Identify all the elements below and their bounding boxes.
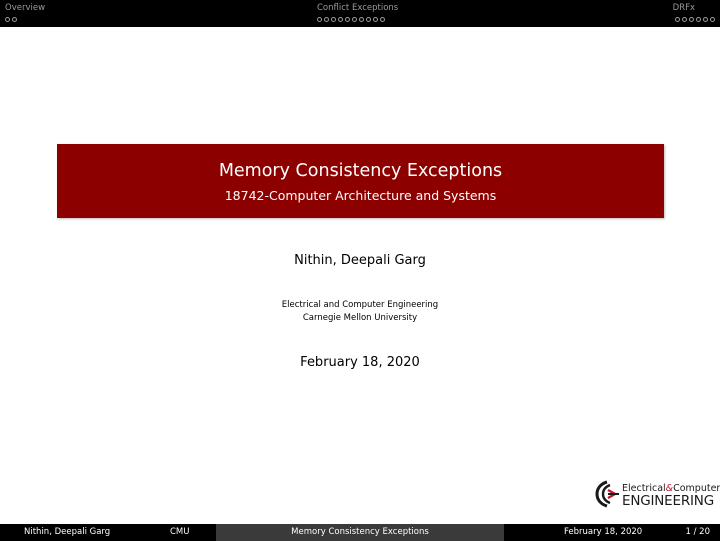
nav-progress-dot[interactable] [338, 17, 343, 22]
presentation-date: February 18, 2020 [300, 355, 420, 370]
nav-progress-dot[interactable] [12, 17, 17, 22]
footer-page-number: 1 / 20 [685, 527, 710, 537]
nav-progress-dot[interactable] [331, 17, 336, 22]
nav-section-conflict-exceptions[interactable] [317, 3, 398, 22]
footer-bar [0, 524, 720, 541]
footer-author: Nithin, Deepali Garg [24, 527, 111, 537]
nav-progress-dot[interactable] [345, 17, 350, 22]
logo-word-computer: Computer [673, 483, 720, 494]
nav-progress-dot[interactable] [366, 17, 371, 22]
footer-title: Memory Consistency Exceptions [216, 524, 504, 541]
logo-word-electrical: Electrical [622, 483, 666, 494]
ece-logo [594, 480, 720, 510]
slide-subtitle: 18742-Computer Architecture and Systems [224, 188, 497, 203]
nav-progress-dot[interactable] [710, 17, 715, 22]
logo-word-engineering: ENGINEERING [622, 493, 714, 509]
nav-progress-dots [5, 17, 45, 22]
title-block [57, 144, 664, 218]
footer-date: February 18, 2020 [564, 527, 643, 537]
nav-progress-dot[interactable] [5, 17, 10, 22]
logo-ampersand: & [665, 483, 674, 494]
nav-progress-dots [673, 17, 715, 22]
nav-section-label[interactable]: Overview [5, 3, 46, 13]
nav-progress-dot[interactable] [317, 17, 322, 22]
nav-progress-dots [317, 17, 398, 22]
nav-section-drfx[interactable] [673, 3, 695, 22]
footer-author-segment [0, 524, 190, 541]
nav-progress-dot[interactable] [689, 17, 694, 22]
institute [0, 299, 720, 325]
nav-progress-dot[interactable] [373, 17, 378, 22]
institute-department: Electrical and Computer Engineering [281, 300, 439, 310]
nav-progress-dot[interactable] [359, 17, 364, 22]
nav-section-label[interactable]: Conflict Exceptions [317, 3, 399, 13]
nav-progress-dot[interactable] [380, 17, 385, 22]
nav-section-overview[interactable] [5, 3, 45, 22]
slide-title: Memory Consistency Exceptions [218, 161, 503, 181]
top-navigation-bar [0, 0, 720, 27]
footer-institute: CMU [170, 527, 190, 537]
nav-progress-dot[interactable] [352, 17, 357, 22]
author-names: Nithin, Deepali Garg [294, 253, 426, 268]
nav-progress-dot[interactable] [696, 17, 701, 22]
footer-date-segment [504, 524, 720, 541]
nav-section-label[interactable]: DRFx [672, 3, 695, 13]
nav-progress-dot[interactable] [703, 17, 708, 22]
nav-progress-dot[interactable] [324, 17, 329, 22]
ece-emblem-icon [594, 480, 620, 508]
nav-progress-dot[interactable] [682, 17, 687, 22]
logo-text [622, 483, 720, 509]
institute-university: Carnegie Mellon University [302, 313, 418, 323]
nav-progress-dot[interactable] [675, 17, 680, 22]
